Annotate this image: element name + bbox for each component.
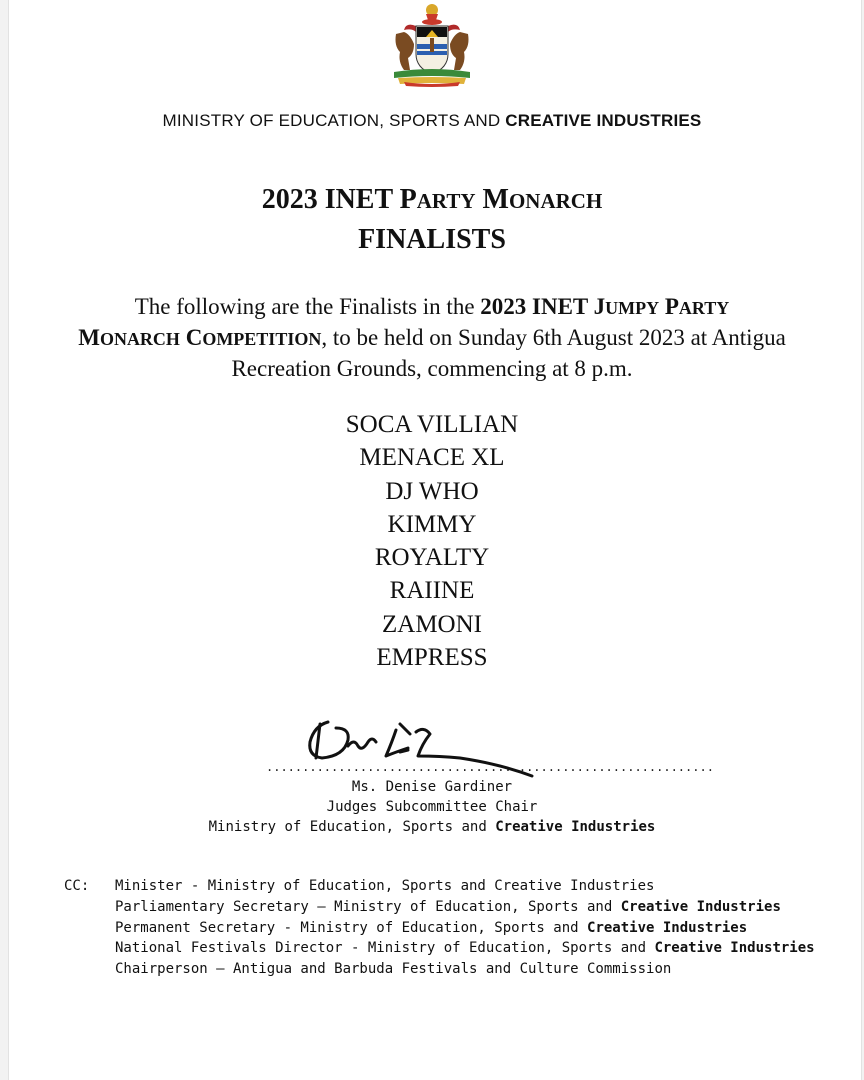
finalist-item: MENACE XL (359, 444, 505, 472)
coat-of-arms-icon (386, 0, 478, 88)
finalist-item: SOCA VILLIAN (345, 411, 519, 438)
finalist-item: RAIINE (389, 577, 475, 605)
finalists-list (0, 408, 864, 674)
signatory-role: Judges Subcommittee Chair (326, 799, 538, 815)
document-subtitle: FINALISTS (358, 224, 506, 255)
ministry-header (0, 111, 864, 131)
cc-item: Chairperson – Antigua and Barbuda Festivals and Culture Commission (115, 961, 672, 978)
cc-item: Permanent Secretary - Ministry of Education, Sports and Creative Industries (115, 919, 748, 936)
document-title: 2023 INET PARTY MONARCH (261, 184, 603, 215)
finalist-item: ROYALTY (374, 544, 490, 572)
signature-line: .............................................................. (266, 760, 714, 774)
cc-list (115, 876, 815, 980)
cc-label: CC: (64, 878, 90, 894)
ministry-name-emphasis: CREATIVE INDUSTRIES (505, 111, 702, 130)
signatory-organization: Ministry of Education, Sports and Creative Industries (208, 819, 656, 835)
finalist-item: ZAMONI (382, 610, 482, 638)
signatory-name: Ms. Denise Gardiner (351, 779, 513, 795)
cc-item: Parliamentary Secretary – Ministry of Education, Sports and Creative Industries (115, 898, 781, 915)
handwritten-signature-icon (300, 712, 540, 782)
ministry-name: MINISTRY OF EDUCATION, SPORTS AND (162, 111, 501, 130)
finalist-item: DJ WHO (385, 477, 479, 505)
finalist-item: KIMMY (387, 510, 477, 538)
intro-paragraph: The following are the Finalists in the 2023 INET JUMPY PARTY MONARCH COMPETITION, to be held on Sunday 6th August 2023 at Antigua Recreation Grounds, commencing at 8 p.m. (78, 294, 786, 381)
cc-item: National Festivals Director - Ministry of Education, Sports and Creative Industries (115, 940, 815, 957)
cc-item: Minister - Ministry of Education, Sports and Creative Industries (115, 878, 655, 894)
signature-block (0, 777, 864, 837)
finalist-item: EMPRESS (376, 644, 488, 672)
